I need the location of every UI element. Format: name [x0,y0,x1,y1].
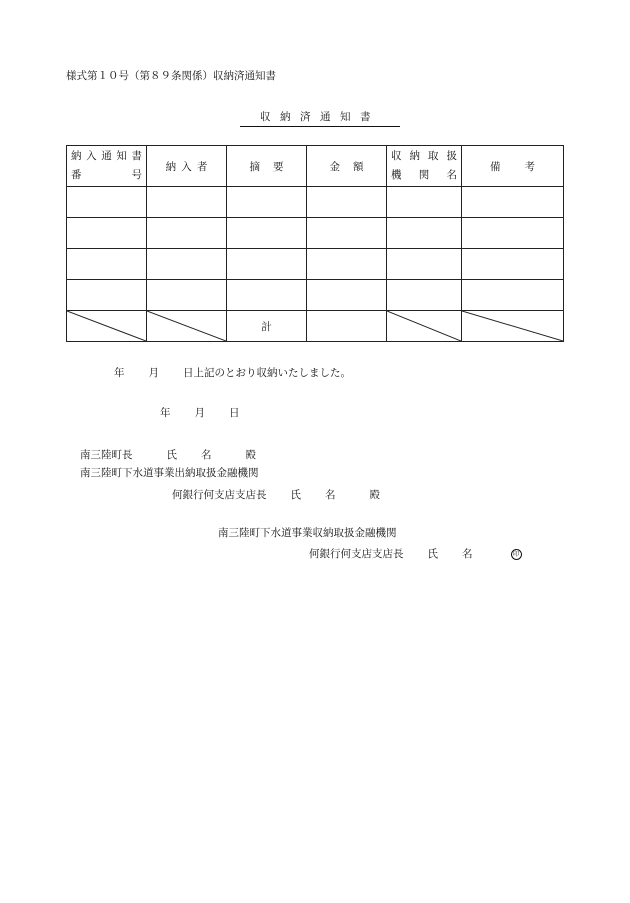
table-cell [307,218,387,249]
table-cell [387,280,462,311]
table-cell [147,249,227,280]
sender-branch-manager: 何銀行何支店支店長 氏 名 印 [309,546,522,561]
table-header-row [67,146,564,187]
header-amount: 金 額 [307,146,387,187]
table-cell [307,280,387,311]
table-cell [147,187,227,218]
addressee-disbursing-bank: 南三陸町下水道事業出納取扱金融機関 [80,467,259,479]
diagonal-slash [462,311,563,341]
sender-receiving-bank: 南三陸町下水道事業収納取扱金融機関 [218,527,397,539]
table-row [67,249,564,280]
table-cell [67,218,147,249]
table-cell [67,249,147,280]
diagonal-slash [67,311,146,341]
table-cell [387,218,462,249]
table-cell [147,280,227,311]
total-label-cell [227,311,307,342]
receipt-table [66,145,557,340]
header-payer: 納 入 者 [147,146,227,187]
table-cell [147,218,227,249]
received-statement: 年 月 日上記のとおり収納いたしました。 [114,367,351,379]
table-cell [387,187,462,218]
form-number: 様式第１０号（第８９条関係）収納済通知書 [66,70,276,82]
document-title: 収納済通知書 [240,109,400,127]
table-cell [307,187,387,218]
table-row [67,187,564,218]
addressee-branch-manager: 何銀行何支店支店長 氏 名 殿 [172,489,380,501]
table-cell [227,249,307,280]
crossed-cell [147,311,227,342]
table-row [67,218,564,249]
table-cell [227,187,307,218]
seal-mark: 印 [511,549,522,560]
diagonal-slash [147,311,226,341]
crossed-cell [67,311,147,342]
header-notice-number: 納 入 通 知 書 番 号 [67,146,147,187]
table-cell [462,218,564,249]
addressee-mayor: 南三陸町長 氏 名 殿 [80,449,256,461]
table-cell [387,249,462,280]
total-row [67,311,564,342]
table-cell [307,249,387,280]
table-cell [67,187,147,218]
table-cell [462,280,564,311]
table-cell [462,249,564,280]
crossed-cell [387,311,462,342]
table-row [67,280,564,311]
total-amount-cell [307,311,387,342]
date-line: 年 月 日 [160,407,240,419]
diagonal-slash [387,311,461,341]
crossed-cell [462,311,564,342]
table-cell [227,280,307,311]
table-cell [67,280,147,311]
header-institution: 収 納 取 扱 機 関 名 [387,146,462,187]
total-label: 計 [261,320,272,333]
header-description: 摘 要 [227,146,307,187]
table-cell [227,218,307,249]
table-cell [462,187,564,218]
header-remarks: 備 考 [462,146,564,187]
